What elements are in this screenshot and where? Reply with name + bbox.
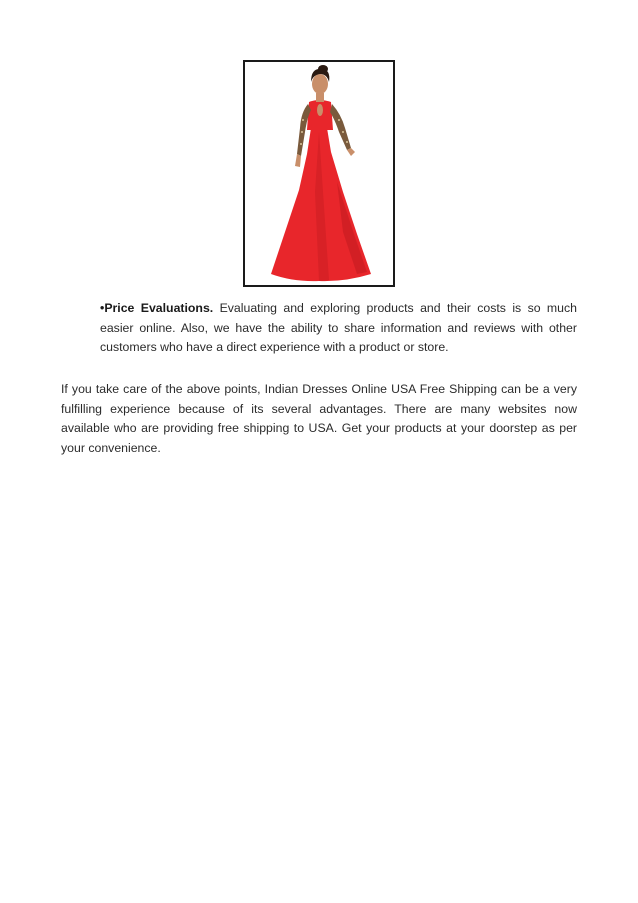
closing-paragraph: If you take care of the above points, Indian Dresses Online USA Free Shipping can be a very fulfilling experience because of its several advantages. There are many websites now available who are providing free shipping to USA. Get your products at your doorstep as per your convenience. — [61, 382, 577, 455]
price-evaluations-bullet — [100, 299, 577, 358]
product-image — [243, 60, 395, 287]
bullet-title: Price Evaluations. — [104, 301, 214, 315]
red-gown-photo-icon — [245, 62, 393, 285]
bullet-text: Evaluating and exploring products and their costs is so much easier online. Also, we have the ability to share information and reviews with other customers who have a direct experience with a product or store. — [100, 301, 577, 354]
bullet-marker: • — [100, 301, 105, 315]
